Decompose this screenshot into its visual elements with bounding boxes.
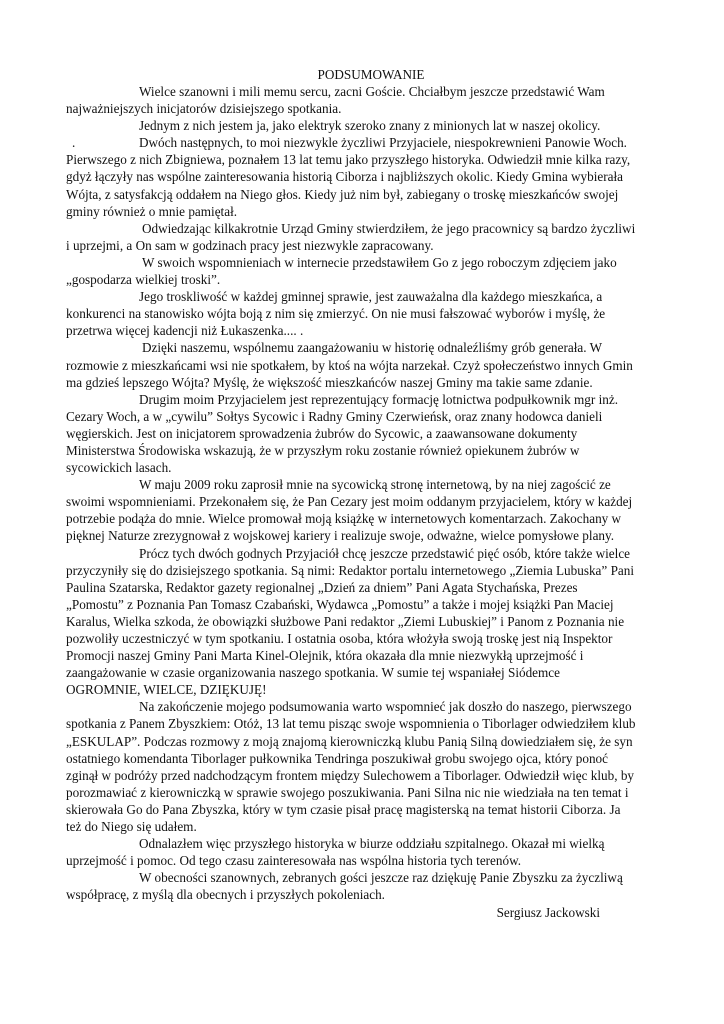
paragraph-electrician: Jednym z nich jestem ja, jako elektryk szeroko znany z minionych lat w naszej okolicy.	[139, 118, 601, 134]
paragraph-woch-brothers: Dwóch następnych, to moi niezwykle życzliwi Przyjaciele, niespokrewnieni Panowie Woch. Pierwszego z nich Zbigniewa, poznałem 13 lat temu jako przyszłego historyka. Odwiedził mnie kilka razy, gdyż łączyły nas wspólne zainteresowania historią Ciborza i najbliższych okolic. Kiedy Gmina wybierała Wójta, z satysfakcją oddałem na Niego głos. Kiedy już nim był, zabiegany o troskę mieszkańców swojej gminy również o mnie pamiętał.	[66, 135, 631, 219]
paragraph-internet-memories: W swoich wspomnieniach w internecie przedstawiłem Go z jego roboczym zdjęciem jako „gospodarza wielkiej troski”.	[66, 254, 617, 288]
paragraph-greeting: Wielce szanowni i mili memu sercu, zacni Goście. Chciałbym jeszcze przedstawić Wam najważniejszych inicjatorów dzisiejszego spotkania.	[66, 84, 605, 117]
paragraph-care: Jego troskliwość w każdej gminnej sprawie, jest zauważalna dla każdego mieszkańca, a konkurenci na stanowisko wójta boją z nim się zmierzyć. On nie musi fałszować wyborów i myślę, że przetrwa więcej kadencji niż Łukaszenka.... .	[66, 289, 606, 339]
paragraph-historian: Odnalazłem więc przyszłego historyka w biurze oddziału szpitalnego. Okazał mi wielką uprzejmość i pomoc. Od tego czasu zainteresowała nas wspólna historia tych terenów.	[66, 836, 605, 869]
signature: Sergiusz Jackowski	[496, 904, 600, 920]
paragraph-website: W maju 2009 roku zaprosił mnie na sycowicką stronę internetową, by na niej zagościć ze swoimi wspomnieniami. Przekonałem się, że Pan Cezary jest moim oddanym przyjacielem, który w każdej potrzebie podąża do mnie. Wielce promował moją książkę w internetowych komentarzach. Zakochany w pięknej Naturze zrezygnował z wojskowej kariery i realizuje swoje, odważne, wielce pomysłowe plany.	[66, 477, 633, 544]
paragraph-woch-block	[66, 134, 636, 219]
paragraph-five-persons: Prócz tych dwóch godnych Przyjaciół chcę jeszcze przedstawić pięć osób, które także wielce przyczyniły się do dzisiejszego spotkania. Są nimi: Redaktor portalu internetowego „Ziemia Lubuska” Pani Paulina Szatarska, Redaktor gazety regionalnej „Dzień za dniem” Pani Agata Stychańska, Prezes „Pomostu” z Poznania Pan Tomasz Czabański, Wydawca „Pomostu” a także i mojej książki Pan Maciej Karalus, Wielka szkoda, że obowiązki służbowe Pani redaktor „Ziemi Lubuskiej” i Panom z Poznania nie pozwoliły uczestniczyć w tym spotkaniu. I ostatnia osoba, która włożyła swoją troskę jest nią Inspektor Promocji naszej Gminy Pani Marta Kinel-Olejnik, która okazała dla mnie niezwykłą uprzejmość i zaangażowanie w czasie organizowania naszego spotkania. W sumie tej wspaniałej Siódemce OGROMNIE, WIELCE, DZIĘKUJĘ!	[66, 545, 635, 698]
paragraph-thanks: W obecności szanownych, zebranych gości jeszcze raz dziękuję Panie Zbyszku za życzliwą współpracę, z myślą dla obecnych i przyszłych pokoleniach.	[66, 870, 623, 903]
dot-mark: .	[72, 135, 76, 151]
paragraph-cezary-woch: Drugim moim Przyjacielem jest reprezentujący formację lotnictwa podpułkownik mgr inż. Cezary Woch, a w „cywilu” Sołtys Sycowic i Radny Gminy Czerwieńsk, oraz znany hodowca danieli węgierskich. Jest on inicjatorem sprowadzenia żubrów do Sycowic, a zaawansowane dokumenty Ministerstwa Środowiska wskazują, że w przyszłym roku zostanie również opiekunem żubrów w sycowickich lasach.	[66, 391, 618, 476]
paragraph-office-visit: Odwiedzając kilkakrotnie Urząd Gminy stwierdziłem, że jego pracownicy są bardzo życzliwi i uprzejmi, a On sam w godzinach pracy jest niezwykle zapracowany.	[66, 220, 636, 253]
paragraph-general-grave: Dzięki naszemu, wspólnemu zaangażowaniu w historię odnaleźliśmy grób generała. W rozmowie z mieszkańcami wsi nie spotkałem, by ktoś na wójta narzekał. Czyż społeczeństwo innych Gmin ma gdzieś lepszego Wójta? Myślę, że większość mieszkańców naszej Gminy ma takie same zdanie.	[66, 340, 633, 390]
document-title: PODSUMOWANIE	[317, 67, 425, 82]
paragraph-first-meeting: Na zakończenie mojego podsumowania warto wspomnieć jak doszło do naszego, pierwszego spotkania z Panem Zbyszkiem: Otóż, 13 lat temu pisząc swoje wspomnienia o Tiborlager odwiedziłem klub „ESKULAP”. Podczas rozmowy z moją znajomą kierowniczką klubu Panią Silną dowiedziałem się, że syn ostatniego komendanta Tiborlager pułkownika Tendringa poszukiwał grobu swojego ojca, który ponoć zginął w podróży przed nadchodzącym frontem między Sulechowem a Tiborlager. Odwiedził więc klub, by porozmawiać z kierowniczką w sprawie swojego poszukiwania. Pani Silna nic nie wiedziała na ten temat i skierowała Go do Pana Zbyszka, który w tym czasie pisał pracę magisterską na temat historii Ciborza. Ja też do Niego się udałem.	[66, 699, 636, 835]
